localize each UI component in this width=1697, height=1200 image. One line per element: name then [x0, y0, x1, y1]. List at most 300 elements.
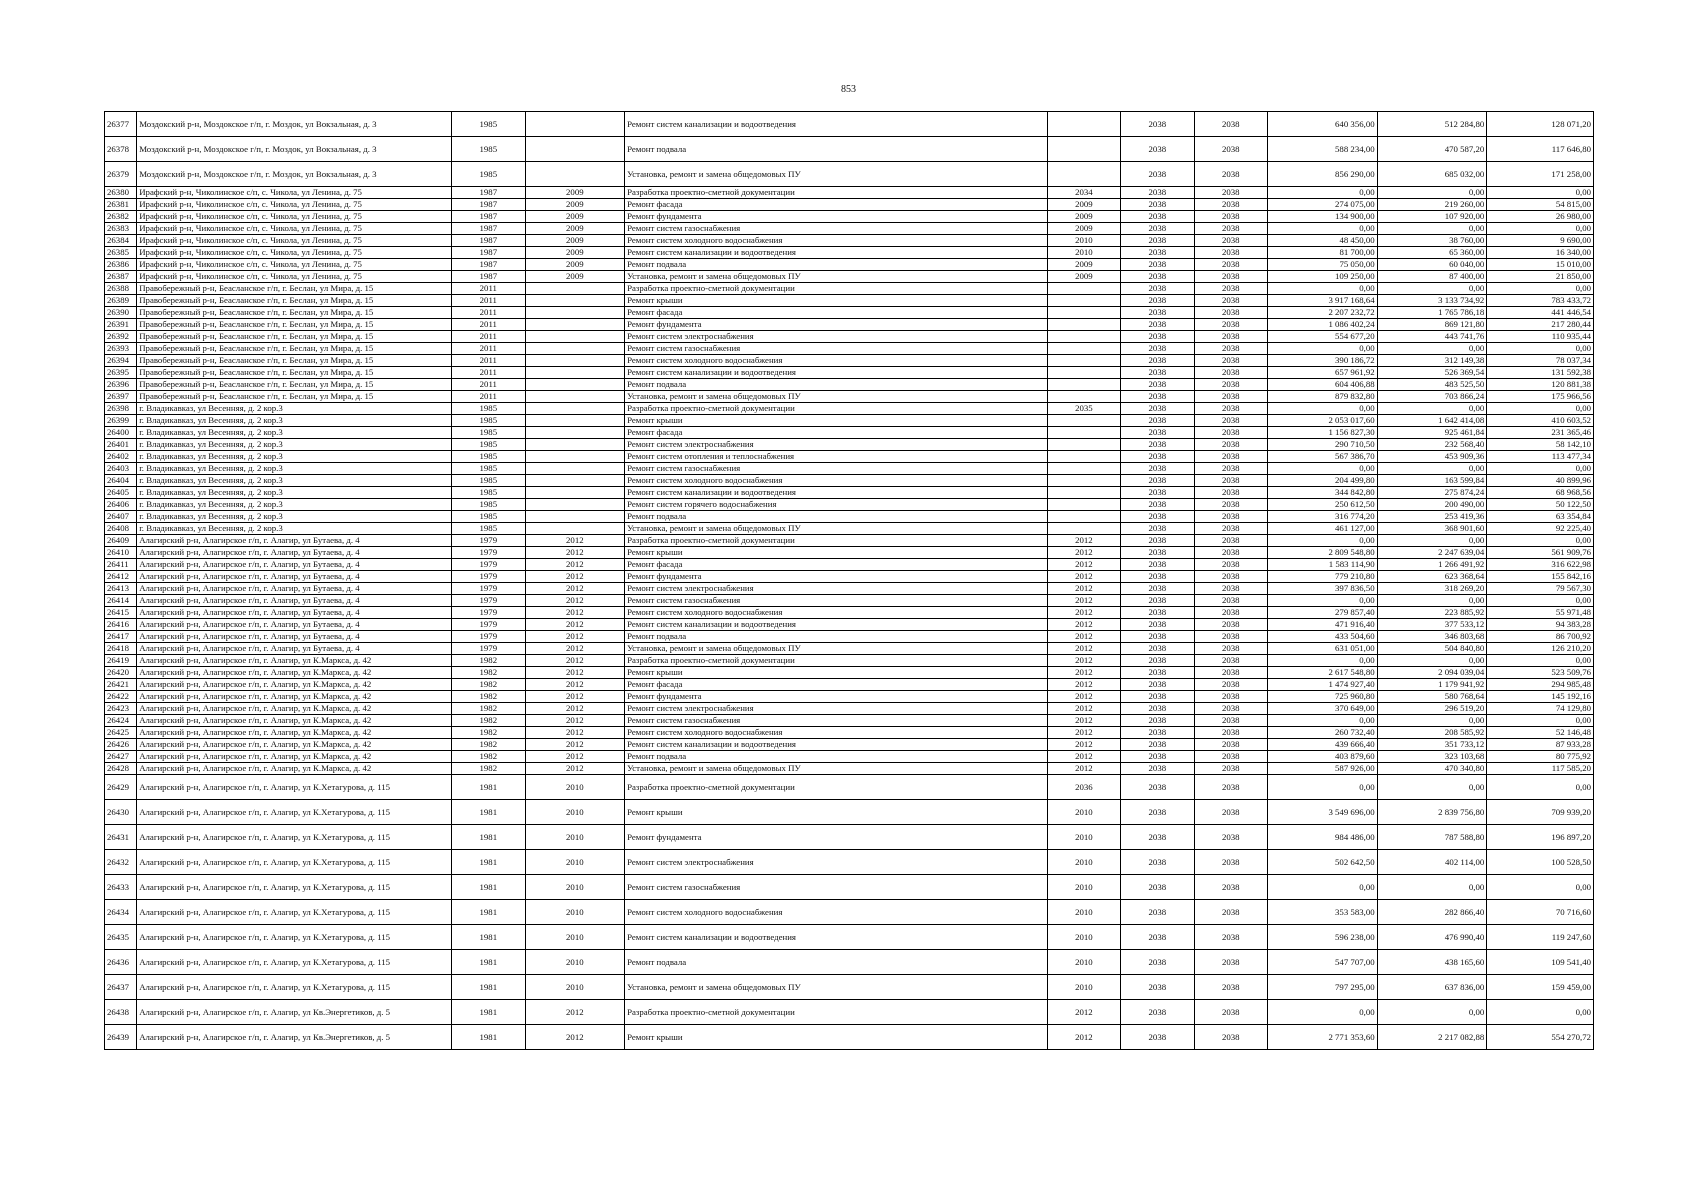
fund-cost-cell: 0,00 [1377, 223, 1487, 235]
fund-cost-cell: 223 885,92 [1377, 607, 1487, 619]
row-id: 26399 [105, 415, 137, 427]
table-row [105, 825, 1594, 850]
row-id: 26402 [105, 451, 137, 463]
work-type-cell: Ремонт крыши [625, 800, 1048, 825]
period-end-cell: 2038 [1194, 319, 1267, 331]
period-end-cell: 2038 [1194, 715, 1267, 727]
table-row [105, 583, 1594, 595]
period-end-cell: 2038 [1194, 727, 1267, 739]
period-end-cell: 2038 [1194, 775, 1267, 800]
owner-cost-cell: 709 939,20 [1487, 800, 1594, 825]
period-start-cell: 2038 [1121, 112, 1194, 137]
work-type-cell: Ремонт систем газоснабжения [625, 223, 1048, 235]
row-id: 26436 [105, 950, 137, 975]
fund-cost-cell: 453 909,36 [1377, 451, 1487, 463]
row-id: 26433 [105, 875, 137, 900]
fund-cost-cell: 526 369,54 [1377, 367, 1487, 379]
table-row [105, 271, 1594, 283]
planned-year-cell: 2012 [1047, 691, 1120, 703]
period-start-cell: 2038 [1121, 1025, 1194, 1050]
build-year-cell: 1982 [452, 679, 525, 691]
planned-year-cell: 2012 [1047, 739, 1120, 751]
planned-year-cell: 2012 [1047, 763, 1120, 775]
planned-year-cell: 2012 [1047, 607, 1120, 619]
row-id: 26408 [105, 523, 137, 535]
period-end-cell: 2038 [1194, 691, 1267, 703]
row-id: 26419 [105, 655, 137, 667]
address-cell: Правобережный р-н, Беасланское г/п, г. Беслан, ул Мира, д. 15 [137, 283, 452, 295]
total-cost-cell: 0,00 [1267, 223, 1377, 235]
period-end-cell: 2038 [1194, 451, 1267, 463]
period-start-cell: 2038 [1121, 607, 1194, 619]
build-year-cell: 1987 [452, 223, 525, 235]
last-repair-year-cell [525, 162, 625, 187]
address-cell: г. Владикавказ, ул Весенняя, д. 2 кор.3 [137, 511, 452, 523]
owner-cost-cell: 58 142,10 [1487, 439, 1594, 451]
period-end-cell: 2038 [1194, 162, 1267, 187]
build-year-cell: 1979 [452, 583, 525, 595]
period-start-cell: 2038 [1121, 499, 1194, 511]
period-start-cell: 2038 [1121, 331, 1194, 343]
owner-cost-cell: 175 966,56 [1487, 391, 1594, 403]
period-start-cell: 2038 [1121, 475, 1194, 487]
table-row [105, 900, 1594, 925]
period-start-cell: 2038 [1121, 800, 1194, 825]
table-row [105, 511, 1594, 523]
address-cell: Правобережный р-н, Беасланское г/п, г. Беслан, ул Мира, д. 15 [137, 355, 452, 367]
row-id: 26395 [105, 367, 137, 379]
owner-cost-cell: 87 933,28 [1487, 739, 1594, 751]
address-cell: Алагирский р-н, Алагирское г/п, г. Алагир, ул Кв.Энергетиков, д. 5 [137, 1025, 452, 1050]
owner-cost-cell: 783 433,72 [1487, 295, 1594, 307]
planned-year-cell [1047, 511, 1120, 523]
owner-cost-cell: 68 968,56 [1487, 487, 1594, 499]
planned-year-cell [1047, 162, 1120, 187]
period-end-cell: 2038 [1194, 850, 1267, 875]
planned-year-cell [1047, 427, 1120, 439]
owner-cost-cell: 294 985,48 [1487, 679, 1594, 691]
total-cost-cell: 631 051,00 [1267, 643, 1377, 655]
work-type-cell: Ремонт подвала [625, 511, 1048, 523]
row-id: 26384 [105, 235, 137, 247]
table-row [105, 655, 1594, 667]
period-start-cell: 2038 [1121, 523, 1194, 535]
build-year-cell: 1987 [452, 199, 525, 211]
period-start-cell: 2038 [1121, 667, 1194, 679]
row-id: 26431 [105, 825, 137, 850]
owner-cost-cell: 113 477,34 [1487, 451, 1594, 463]
build-year-cell: 1979 [452, 571, 525, 583]
fund-cost-cell: 253 419,36 [1377, 511, 1487, 523]
fund-cost-cell: 0,00 [1377, 403, 1487, 415]
last-repair-year-cell [525, 487, 625, 499]
row-id: 26405 [105, 487, 137, 499]
last-repair-year-cell [525, 343, 625, 355]
build-year-cell: 1982 [452, 655, 525, 667]
total-cost-cell: 75 050,00 [1267, 259, 1377, 271]
owner-cost-cell: 523 509,76 [1487, 667, 1594, 679]
period-end-cell: 2038 [1194, 211, 1267, 223]
fund-cost-cell: 38 760,00 [1377, 235, 1487, 247]
planned-year-cell: 2034 [1047, 187, 1120, 199]
owner-cost-cell: 159 459,00 [1487, 975, 1594, 1000]
last-repair-year-cell: 2012 [525, 535, 625, 547]
total-cost-cell: 2 207 232,72 [1267, 307, 1377, 319]
table-row [105, 259, 1594, 271]
row-id: 26389 [105, 295, 137, 307]
work-type-cell: Ремонт систем электроснабжения [625, 703, 1048, 715]
table-row [105, 137, 1594, 162]
build-year-cell: 1987 [452, 235, 525, 247]
period-start-cell: 2038 [1121, 850, 1194, 875]
fund-cost-cell: 368 901,60 [1377, 523, 1487, 535]
table-row [105, 451, 1594, 463]
row-id: 26416 [105, 619, 137, 631]
address-cell: Алагирский р-н, Алагирское г/п, г. Алагир, ул К.Хетагурова, д. 115 [137, 850, 452, 875]
total-cost-cell: 797 295,00 [1267, 975, 1377, 1000]
table-row [105, 751, 1594, 763]
period-start-cell: 2038 [1121, 619, 1194, 631]
owner-cost-cell: 9 690,00 [1487, 235, 1594, 247]
work-type-cell: Ремонт систем канализации и водоотведения [625, 739, 1048, 751]
build-year-cell: 2011 [452, 367, 525, 379]
total-cost-cell: 0,00 [1267, 875, 1377, 900]
period-start-cell: 2038 [1121, 463, 1194, 475]
period-end-cell: 2038 [1194, 631, 1267, 643]
period-end-cell: 2038 [1194, 619, 1267, 631]
total-cost-cell: 547 707,00 [1267, 950, 1377, 975]
address-cell: г. Владикавказ, ул Весенняя, д. 2 кор.3 [137, 427, 452, 439]
total-cost-cell: 353 583,00 [1267, 900, 1377, 925]
fund-cost-cell: 1 765 786,18 [1377, 307, 1487, 319]
table-row [105, 950, 1594, 975]
period-end-cell: 2038 [1194, 763, 1267, 775]
table-row [105, 643, 1594, 655]
period-end-cell: 2038 [1194, 259, 1267, 271]
last-repair-year-cell [525, 391, 625, 403]
table-row [105, 1000, 1594, 1025]
work-type-cell: Ремонт систем холодного водоснабжения [625, 727, 1048, 739]
build-year-cell: 1987 [452, 259, 525, 271]
table-row [105, 607, 1594, 619]
last-repair-year-cell: 2012 [525, 763, 625, 775]
row-id: 26418 [105, 643, 137, 655]
period-end-cell: 2038 [1194, 535, 1267, 547]
work-type-cell: Ремонт систем газоснабжения [625, 463, 1048, 475]
planned-year-cell: 2010 [1047, 925, 1120, 950]
planned-year-cell [1047, 379, 1120, 391]
period-start-cell: 2038 [1121, 247, 1194, 259]
fund-cost-cell: 580 768,64 [1377, 691, 1487, 703]
address-cell: Алагирский р-н, Алагирское г/п, г. Алагир, ул К.Маркса, д. 42 [137, 667, 452, 679]
period-start-cell: 2038 [1121, 283, 1194, 295]
row-id: 26439 [105, 1025, 137, 1050]
planned-year-cell: 2012 [1047, 751, 1120, 763]
planned-year-cell [1047, 415, 1120, 427]
address-cell: Моздокский р-н, Моздокское г/п, г. Моздок, ул Вокзальная, д. 3 [137, 112, 452, 137]
build-year-cell: 1985 [452, 463, 525, 475]
owner-cost-cell: 94 383,28 [1487, 619, 1594, 631]
address-cell: Алагирский р-н, Алагирское г/п, г. Алагир, ул Бутаева, д. 4 [137, 643, 452, 655]
total-cost-cell: 48 450,00 [1267, 235, 1377, 247]
owner-cost-cell: 0,00 [1487, 463, 1594, 475]
work-type-cell: Разработка проектно-сметной документации [625, 403, 1048, 415]
owner-cost-cell: 0,00 [1487, 1000, 1594, 1025]
total-cost-cell: 856 290,00 [1267, 162, 1377, 187]
total-cost-cell: 370 649,00 [1267, 703, 1377, 715]
build-year-cell: 1979 [452, 643, 525, 655]
build-year-cell: 1982 [452, 763, 525, 775]
fund-cost-cell: 232 568,40 [1377, 439, 1487, 451]
last-repair-year-cell: 2012 [525, 571, 625, 583]
work-type-cell: Ремонт фасада [625, 679, 1048, 691]
period-end-cell: 2038 [1194, 875, 1267, 900]
total-cost-cell: 554 677,20 [1267, 331, 1377, 343]
planned-year-cell [1047, 283, 1120, 295]
total-cost-cell: 0,00 [1267, 463, 1377, 475]
fund-cost-cell: 787 588,80 [1377, 825, 1487, 850]
planned-year-cell [1047, 355, 1120, 367]
total-cost-cell: 390 186,72 [1267, 355, 1377, 367]
total-cost-cell: 471 916,40 [1267, 619, 1377, 631]
address-cell: Алагирский р-н, Алагирское г/п, г. Алагир, ул К.Маркса, д. 42 [137, 751, 452, 763]
table-row [105, 547, 1594, 559]
period-start-cell: 2038 [1121, 319, 1194, 331]
fund-cost-cell: 470 340,80 [1377, 763, 1487, 775]
total-cost-cell: 587 926,00 [1267, 763, 1377, 775]
total-cost-cell: 0,00 [1267, 595, 1377, 607]
period-start-cell: 2038 [1121, 223, 1194, 235]
last-repair-year-cell [525, 451, 625, 463]
period-end-cell: 2038 [1194, 900, 1267, 925]
period-start-cell: 2038 [1121, 925, 1194, 950]
period-end-cell: 2038 [1194, 595, 1267, 607]
table-row [105, 487, 1594, 499]
build-year-cell: 1981 [452, 775, 525, 800]
planned-year-cell [1047, 439, 1120, 451]
planned-year-cell: 2012 [1047, 535, 1120, 547]
build-year-cell: 1982 [452, 727, 525, 739]
last-repair-year-cell: 2009 [525, 211, 625, 223]
table-row [105, 112, 1594, 137]
planned-year-cell: 2012 [1047, 619, 1120, 631]
address-cell: Ирафский р-н, Чиколинское с/п, с. Чикола, ул Ленина, д. 75 [137, 211, 452, 223]
period-end-cell: 2038 [1194, 355, 1267, 367]
planned-year-cell [1047, 487, 1120, 499]
table-row [105, 739, 1594, 751]
row-id: 26412 [105, 571, 137, 583]
address-cell: Алагирский р-н, Алагирское г/п, г. Алагир, ул К.Маркса, д. 42 [137, 727, 452, 739]
last-repair-year-cell: 2010 [525, 975, 625, 1000]
last-repair-year-cell: 2010 [525, 850, 625, 875]
planned-year-cell [1047, 475, 1120, 487]
planned-year-cell [1047, 499, 1120, 511]
table-row [105, 247, 1594, 259]
period-start-cell: 2038 [1121, 295, 1194, 307]
last-repair-year-cell: 2012 [525, 679, 625, 691]
period-end-cell: 2038 [1194, 950, 1267, 975]
row-id: 26392 [105, 331, 137, 343]
period-end-cell: 2038 [1194, 571, 1267, 583]
build-year-cell: 1981 [452, 850, 525, 875]
owner-cost-cell: 16 340,00 [1487, 247, 1594, 259]
build-year-cell: 2011 [452, 307, 525, 319]
work-type-cell: Разработка проектно-сметной документации [625, 535, 1048, 547]
address-cell: Алагирский р-н, Алагирское г/п, г. Алагир, ул К.Хетагурова, д. 115 [137, 900, 452, 925]
work-type-cell: Ремонт подвала [625, 950, 1048, 975]
last-repair-year-cell: 2012 [525, 715, 625, 727]
table-row [105, 391, 1594, 403]
build-year-cell: 1987 [452, 247, 525, 259]
row-id: 26417 [105, 631, 137, 643]
period-start-cell: 2038 [1121, 307, 1194, 319]
total-cost-cell: 134 900,00 [1267, 211, 1377, 223]
fund-cost-cell: 282 866,40 [1377, 900, 1487, 925]
planned-year-cell: 2012 [1047, 547, 1120, 559]
work-type-cell: Ремонт систем электроснабжения [625, 583, 1048, 595]
fund-cost-cell: 60 040,00 [1377, 259, 1487, 271]
row-id: 26394 [105, 355, 137, 367]
table-row [105, 403, 1594, 415]
fund-cost-cell: 703 866,24 [1377, 391, 1487, 403]
last-repair-year-cell [525, 137, 625, 162]
planned-year-cell [1047, 307, 1120, 319]
owner-cost-cell: 117 646,80 [1487, 137, 1594, 162]
total-cost-cell: 433 504,60 [1267, 631, 1377, 643]
fund-cost-cell: 925 461,84 [1377, 427, 1487, 439]
address-cell: Алагирский р-н, Алагирское г/п, г. Алагир, ул Бутаева, д. 4 [137, 583, 452, 595]
period-start-cell: 2038 [1121, 137, 1194, 162]
owner-cost-cell: 155 842,16 [1487, 571, 1594, 583]
work-type-cell: Ремонт крыши [625, 1025, 1048, 1050]
period-start-cell: 2038 [1121, 559, 1194, 571]
last-repair-year-cell: 2009 [525, 247, 625, 259]
build-year-cell: 1979 [452, 631, 525, 643]
owner-cost-cell: 0,00 [1487, 343, 1594, 355]
planned-year-cell [1047, 367, 1120, 379]
planned-year-cell: 2012 [1047, 571, 1120, 583]
planned-year-cell [1047, 331, 1120, 343]
period-start-cell: 2038 [1121, 199, 1194, 211]
row-id: 26424 [105, 715, 137, 727]
total-cost-cell: 109 250,00 [1267, 271, 1377, 283]
build-year-cell: 1982 [452, 739, 525, 751]
row-id: 26397 [105, 391, 137, 403]
period-end-cell: 2038 [1194, 235, 1267, 247]
table-body [105, 112, 1594, 1050]
period-end-cell: 2038 [1194, 283, 1267, 295]
last-repair-year-cell [525, 367, 625, 379]
planned-year-cell: 2010 [1047, 247, 1120, 259]
build-year-cell: 1987 [452, 271, 525, 283]
owner-cost-cell: 231 365,46 [1487, 427, 1594, 439]
fund-cost-cell: 1 642 414,08 [1377, 415, 1487, 427]
owner-cost-cell: 554 270,72 [1487, 1025, 1594, 1050]
period-end-cell: 2038 [1194, 1000, 1267, 1025]
planned-year-cell [1047, 319, 1120, 331]
last-repair-year-cell [525, 463, 625, 475]
period-end-cell: 2038 [1194, 499, 1267, 511]
address-cell: Алагирский р-н, Алагирское г/п, г. Алагир, ул Бутаева, д. 4 [137, 535, 452, 547]
last-repair-year-cell: 2010 [525, 825, 625, 850]
build-year-cell: 1981 [452, 900, 525, 925]
owner-cost-cell: 410 603,52 [1487, 415, 1594, 427]
total-cost-cell: 3 917 168,64 [1267, 295, 1377, 307]
table-row [105, 379, 1594, 391]
work-type-cell: Ремонт фундамента [625, 691, 1048, 703]
owner-cost-cell: 171 258,00 [1487, 162, 1594, 187]
owner-cost-cell: 128 071,20 [1487, 112, 1594, 137]
row-id: 26382 [105, 211, 137, 223]
fund-cost-cell: 512 284,80 [1377, 112, 1487, 137]
address-cell: Правобережный р-н, Беасланское г/п, г. Беслан, ул Мира, д. 15 [137, 379, 452, 391]
last-repair-year-cell [525, 319, 625, 331]
last-repair-year-cell: 2010 [525, 950, 625, 975]
total-cost-cell: 316 774,20 [1267, 511, 1377, 523]
period-end-cell: 2038 [1194, 703, 1267, 715]
work-type-cell: Ремонт крыши [625, 415, 1048, 427]
owner-cost-cell: 196 897,20 [1487, 825, 1594, 850]
work-type-cell: Установка, ремонт и замена общедомовых ПУ [625, 643, 1048, 655]
fund-cost-cell: 0,00 [1377, 283, 1487, 295]
build-year-cell: 1981 [452, 925, 525, 950]
period-end-cell: 2038 [1194, 800, 1267, 825]
row-id: 26432 [105, 850, 137, 875]
last-repair-year-cell: 2012 [525, 751, 625, 763]
last-repair-year-cell [525, 475, 625, 487]
work-type-cell: Ремонт фундамента [625, 825, 1048, 850]
build-year-cell: 2011 [452, 355, 525, 367]
table-row [105, 800, 1594, 825]
fund-cost-cell: 1 266 491,92 [1377, 559, 1487, 571]
last-repair-year-cell: 2010 [525, 900, 625, 925]
address-cell: г. Владикавказ, ул Весенняя, д. 2 кор.3 [137, 475, 452, 487]
total-cost-cell: 984 486,00 [1267, 825, 1377, 850]
owner-cost-cell: 92 225,40 [1487, 523, 1594, 535]
work-type-cell: Разработка проектно-сметной документации [625, 283, 1048, 295]
build-year-cell: 1979 [452, 559, 525, 571]
row-id: 26434 [105, 900, 137, 925]
table-row [105, 283, 1594, 295]
fund-cost-cell: 163 599,84 [1377, 475, 1487, 487]
build-year-cell: 1979 [452, 595, 525, 607]
total-cost-cell: 2 809 548,80 [1267, 547, 1377, 559]
fund-cost-cell: 0,00 [1377, 875, 1487, 900]
last-repair-year-cell: 2012 [525, 1000, 625, 1025]
fund-cost-cell: 402 114,00 [1377, 850, 1487, 875]
build-year-cell: 1979 [452, 607, 525, 619]
last-repair-year-cell [525, 511, 625, 523]
owner-cost-cell: 110 935,44 [1487, 331, 1594, 343]
build-year-cell: 1981 [452, 975, 525, 1000]
planned-year-cell: 2012 [1047, 595, 1120, 607]
build-year-cell: 2011 [452, 331, 525, 343]
planned-year-cell: 2012 [1047, 643, 1120, 655]
build-year-cell: 1979 [452, 619, 525, 631]
address-cell: Ирафский р-н, Чиколинское с/п, с. Чикола, ул Ленина, д. 75 [137, 187, 452, 199]
owner-cost-cell: 15 010,00 [1487, 259, 1594, 271]
planned-year-cell: 2009 [1047, 211, 1120, 223]
total-cost-cell: 3 549 696,00 [1267, 800, 1377, 825]
owner-cost-cell: 117 585,20 [1487, 763, 1594, 775]
build-year-cell: 2011 [452, 319, 525, 331]
last-repair-year-cell: 2012 [525, 739, 625, 751]
row-id: 26401 [105, 439, 137, 451]
row-id: 26437 [105, 975, 137, 1000]
planned-year-cell: 2010 [1047, 875, 1120, 900]
table-row [105, 235, 1594, 247]
owner-cost-cell: 80 775,92 [1487, 751, 1594, 763]
